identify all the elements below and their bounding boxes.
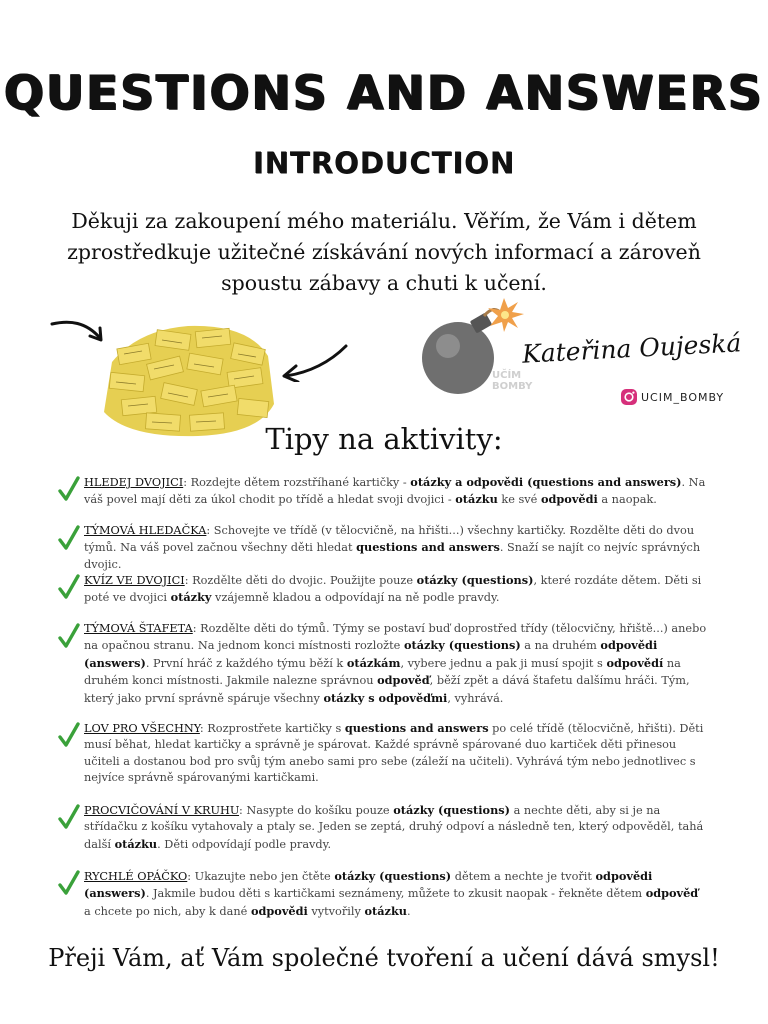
tip-text-segment: , vybere jednu a pak ji musí spojit s bbox=[400, 656, 607, 670]
tip-text bbox=[84, 868, 708, 920]
tip-item bbox=[58, 621, 708, 707]
tip-text-segment: a naopak. bbox=[597, 493, 657, 507]
intro-line: Děkuji za zakoupení mého materiálu. Věřím, že Vám i dětem bbox=[71, 209, 697, 233]
intro-line: spoustu zábavy a chuti k učení. bbox=[221, 271, 547, 295]
logo-line: UČÍM bbox=[492, 370, 522, 381]
tip-keyword: questions and answers bbox=[356, 540, 500, 555]
tip-text-segment: a chcete po nich, aby k dané bbox=[84, 904, 251, 918]
tip-keyword: odpovědi (answers) bbox=[84, 869, 653, 901]
tip-text-segment: . Snaží se najít co nejvíc správných dvojic. bbox=[84, 541, 701, 571]
tip-text-segment: a na druhém bbox=[520, 639, 601, 653]
tip-label: TÝMOVÁ ŠTAFETA bbox=[84, 622, 193, 635]
instagram-link[interactable] bbox=[620, 388, 724, 406]
tip-text-segment: vzájemně kladou a odpovídají na ně podle pravdy. bbox=[211, 591, 500, 605]
tip-keyword: odpověď bbox=[645, 886, 699, 901]
intro-line: zprostředkuje užitečné získávání nových informací a zároveň bbox=[67, 240, 701, 264]
checkmark-icon bbox=[58, 574, 80, 600]
tip-text bbox=[84, 474, 708, 509]
page-subtitle: INTRODUCTION bbox=[252, 146, 516, 180]
checkmark-icon bbox=[58, 525, 80, 551]
tip-keyword: otázky s odpověďmi bbox=[323, 690, 448, 705]
arrow-icon bbox=[278, 342, 350, 382]
tip-label: KVÍZ VE DVOJICI bbox=[84, 574, 185, 587]
tip-text-segment: , které rozdáte dětem. Děti si poté ve dvojici bbox=[84, 574, 702, 605]
tip-text bbox=[84, 802, 708, 853]
tip-text-segment: a nechte děti, aby si je na střídačku z košíku vytahovaly a ptaly se. Jeden se zeptá, druhý odpoví a následně ten, který odpověděl, tahá další bbox=[84, 804, 704, 851]
tip-text-segment: : Nasypte do košíku pouze bbox=[239, 804, 394, 817]
tip-keyword: otázky bbox=[170, 590, 212, 605]
tip-text-segment: . bbox=[406, 904, 411, 918]
tip-item bbox=[58, 523, 708, 573]
tip-keyword: otázkám bbox=[346, 655, 401, 670]
tip-keyword: odpověď bbox=[377, 673, 430, 688]
checkmark-icon bbox=[58, 870, 80, 896]
instagram-icon bbox=[620, 388, 638, 406]
intro-text bbox=[60, 206, 708, 299]
tip-text-segment: dětem a nechte je tvořit bbox=[451, 870, 596, 883]
tip-label: LOV PRO VŠECHNY bbox=[84, 722, 200, 735]
tip-keyword: odpovědi bbox=[250, 903, 308, 918]
checkmark-icon bbox=[58, 804, 80, 830]
logo-line: BOMBY bbox=[492, 381, 533, 392]
tip-keyword: otázky a odpovědi (questions and answers) bbox=[410, 475, 682, 489]
tip-keyword: otázky (questions) bbox=[393, 803, 510, 817]
tip-label: PROCVIČOVÁNÍ V KRUHU bbox=[84, 804, 240, 817]
tip-keyword: otázky (questions) bbox=[334, 869, 452, 883]
tip-item bbox=[58, 802, 708, 853]
tip-keyword: otázku bbox=[364, 903, 407, 918]
tip-item bbox=[58, 720, 708, 787]
checkmark-icon bbox=[58, 722, 80, 748]
tip-keyword: odpovědi bbox=[540, 492, 598, 507]
tip-text-segment: : Rozprostřete kartičky s bbox=[199, 722, 345, 735]
tip-text-segment: , běží zpět a dává štafetu dalšímu hráči. Tým, který jako první správně spáruje všechny bbox=[84, 674, 690, 705]
logo-text bbox=[492, 370, 532, 392]
tip-text-segment: . Jakmile budou děti s kartičkami seznámeny, můžete to zkusit naopak - řekněte dětem bbox=[145, 887, 646, 901]
tip-text bbox=[84, 572, 708, 607]
tip-keyword: questions and answers bbox=[344, 721, 489, 735]
tip-text-segment: . Na váš povel mají děti za úkol chodit po třídě a hledat svoji dvojici - bbox=[84, 476, 706, 507]
tip-text-segment: : Schovejte ve třídě (v tělocvičně, na hřišti...) všechny kartičky. Rozdělte děti do dvou týmů. Na váš povel začnou všechny děti hledat bbox=[84, 524, 695, 555]
tip-text-segment: vytvořily bbox=[307, 904, 365, 918]
tip-text-segment: : Rozdejte dětem rozstříhané kartičky - bbox=[183, 476, 411, 489]
author-signature: Kateřina Oujeská bbox=[521, 328, 742, 369]
tip-item bbox=[58, 868, 708, 920]
tip-keyword: otázku bbox=[455, 492, 498, 507]
tip-text-segment: : Rozdělte děti do týmů. Týmy se postaví buď doprostřed třídy (tělocvičny, hřiště...) anebo na opačnou stranu. Na jednom konci místnosti rozložte bbox=[84, 622, 707, 653]
tip-label: HLEDEJ DVOJICI bbox=[84, 476, 184, 489]
tip-item bbox=[58, 572, 708, 607]
tip-text bbox=[84, 720, 708, 787]
tip-keyword: otázku bbox=[114, 836, 158, 851]
tip-text bbox=[84, 621, 708, 707]
tip-label: RYCHLÉ OPÁČKO bbox=[84, 870, 188, 883]
instagram-handle: UCIM_BOMBY bbox=[641, 390, 725, 404]
tip-text-segment: , vyhrává. bbox=[447, 691, 504, 705]
tip-text-segment: . Děti odpovídají podle pravdy. bbox=[157, 837, 332, 851]
tip-text-segment: na druhém konci místnosti. Jakmile nalezne správnou bbox=[84, 656, 681, 688]
tip-item bbox=[58, 474, 708, 509]
checkmark-icon bbox=[58, 476, 80, 502]
tips-heading: Tipy na aktivity: bbox=[265, 422, 503, 456]
page-title: QUESTIONS AND ANSWERS bbox=[4, 66, 764, 121]
checkmark-icon bbox=[58, 623, 80, 649]
tip-text bbox=[84, 523, 708, 573]
tip-keyword: otázky (questions) bbox=[416, 573, 534, 587]
closing-text: Přeji Vám, ať Vám společné tvoření a učení dává smysl! bbox=[48, 944, 720, 972]
tip-keyword: odpovědí bbox=[606, 655, 664, 670]
tip-label: TÝMOVÁ HLEDAČKA bbox=[84, 524, 207, 537]
tip-keyword: otázky (questions) bbox=[403, 638, 521, 653]
tip-text-segment: . První hráč z každého týmu běží k bbox=[145, 656, 347, 670]
tip-text-segment: po celé třídě (tělocvičně, hřišti). Děti musí běhat, hledat kartičky a správně je spárovat. Každé správně spárované duo kartiček děti přinesou učiteli a dostanou bod pro svůj tým anebo sami pro sebe (záleží na učiteli). Vyhrává tým nebo jednotlivec s nejvíce správně spárovanými kartičkami. bbox=[84, 722, 704, 785]
tip-text-segment: : Rozdělte děti do dvojic. Použijte pouze bbox=[184, 574, 417, 587]
tip-keyword: odpovědi (answers) bbox=[84, 638, 658, 670]
tip-text-segment: ke své bbox=[497, 493, 541, 507]
tip-text-segment: : Ukazujte nebo jen čtěte bbox=[187, 870, 335, 883]
